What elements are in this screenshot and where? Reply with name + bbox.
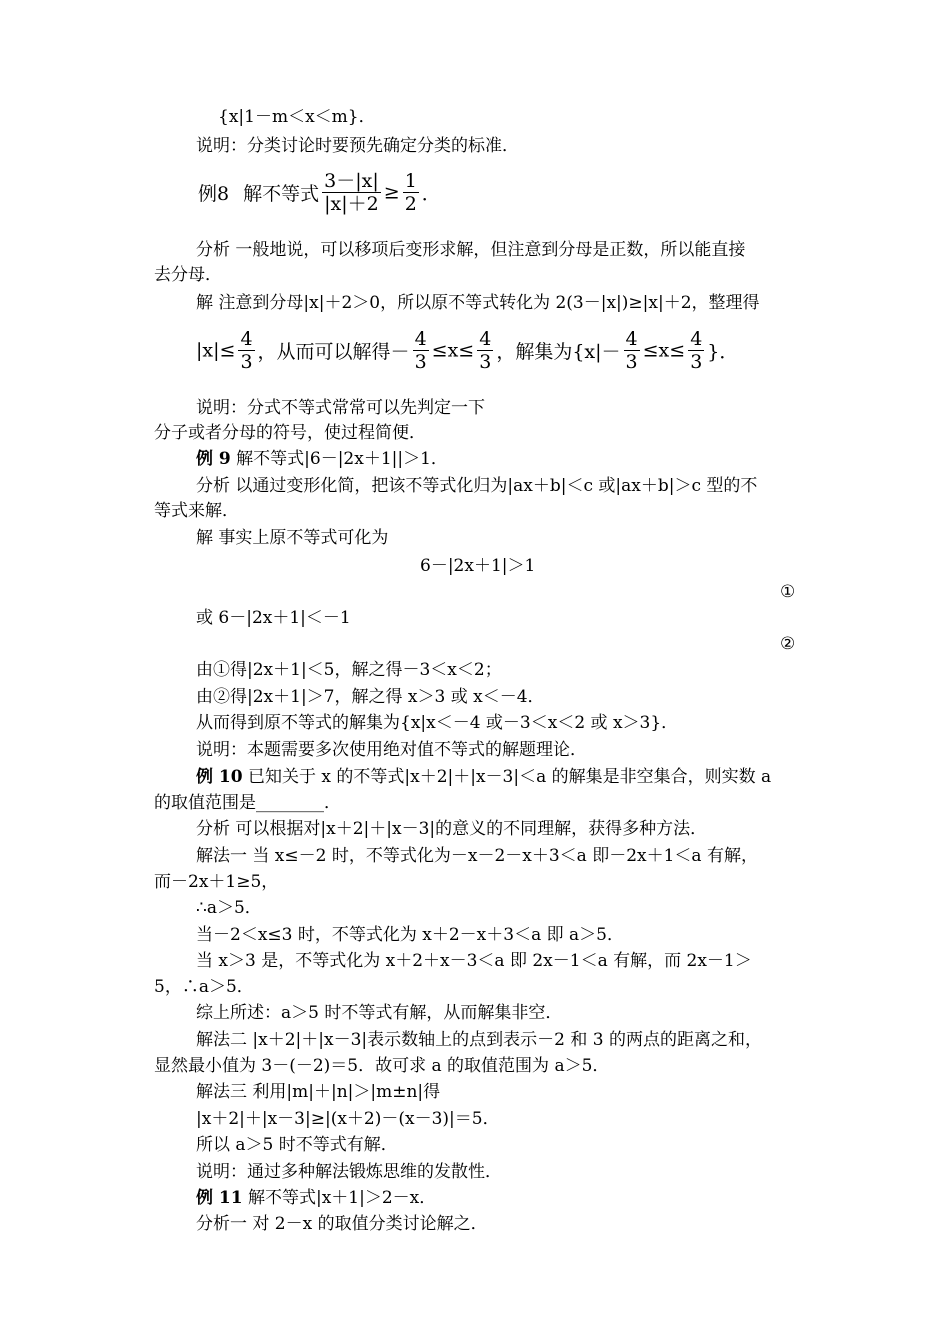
math-symbol: ≥ (383, 181, 400, 204)
text-line: 分子或者分母的符号，使过程简便． (154, 423, 426, 443)
example-label: 例 9 (196, 449, 231, 469)
numerator: 4 (240, 328, 253, 350)
text-line: 而－2x＋1≥5， (154, 872, 279, 892)
text-line: 分析一 对 2－x 的取值分类讨论解之． (196, 1214, 488, 1234)
example-label: 例 10 (196, 767, 243, 787)
example-label: 例 11 (196, 1188, 243, 1208)
text-line: 解不等式|x＋1|＞2－x． (242, 1188, 437, 1208)
text-line: 由①得|2x＋1|＜5，解之得－3＜x＜2； (196, 660, 502, 680)
example-9-statement (196, 448, 448, 470)
fraction (413, 328, 429, 373)
fraction (238, 328, 254, 373)
text-line: 去分母． (154, 265, 222, 285)
math-text: }． (707, 341, 739, 363)
equation-number: ② (780, 634, 796, 654)
numerator: 4 (479, 328, 492, 350)
text-line: 分析 可以根据对|x＋2|＋|x－3|的意义的不同理解，获得多种方法． (196, 819, 708, 839)
numerator: 4 (690, 328, 703, 350)
text-line: 等式来解． (154, 501, 239, 521)
equation-line: 6－|2x＋1|＞1 (420, 556, 536, 576)
math-text: ，解集为{x|－ (496, 341, 621, 363)
fraction (624, 328, 640, 373)
math-text: ≤x≤ (431, 339, 475, 362)
text-line: 当 x＞3 是，不等式化为 x＋2＋x－3＜a 即 2x－1＜a 有解，而 2x－1＞ (196, 951, 752, 971)
text-line: 由②得|2x＋1|＞7，解之得 x＞3 或 x＜－4． (196, 687, 545, 707)
example-10-statement (196, 766, 771, 788)
text-line: 说明：分类讨论时要预先确定分类的标准． (196, 136, 519, 156)
text-line: 显然最小值为 3－(－2)＝5．故可求 a 的取值范围为 a＞5． (154, 1056, 610, 1076)
text-line: 说明：通过多种解法锻炼思维的发散性． (196, 1162, 502, 1182)
text-line: 综上所述：a＞5 时不等式有解，从而解集非空． (196, 1003, 563, 1023)
solution-math-line (196, 328, 738, 373)
denominator: 3 (240, 351, 253, 373)
text-line: 解法三 利用|m|＋|n|＞|m±n|得 (196, 1082, 441, 1102)
text-line: 从而得到原不等式的解集为{x|x＜－4 或－3＜x＜2 或 x＞3}． (196, 713, 679, 733)
numerator: 4 (414, 328, 427, 350)
text-line: 已知关于 x 的不等式|x＋2|＋|x－3|＜a 的解集是非空集合，则实数 a (242, 767, 772, 787)
fraction (688, 328, 704, 373)
example-11-statement (196, 1187, 436, 1209)
text-line: {x|1－m＜x＜m}． (218, 107, 376, 127)
text-line: 所以 a＞5 时不等式有解． (196, 1135, 398, 1155)
equation-number: ① (780, 582, 796, 602)
text-line: 分析 一般地说，可以移项后变形求解，但注意到分母是正数，所以能直接 (196, 240, 746, 260)
text-line: 解不等式 (243, 183, 320, 205)
text-line: 解不等式|6－|2x＋1||＞1． (230, 449, 448, 469)
numerator: 4 (625, 328, 638, 350)
text-line: 解 事实上原不等式可化为 (196, 528, 389, 548)
fraction (403, 170, 419, 215)
text-line: 解法二 |x＋2|＋|x－3|表示数轴上的点到表示－2 和 3 的两点的距离之和， (196, 1030, 762, 1050)
text-line: 说明：本题需要多次使用绝对值不等式的解题理论． (196, 740, 587, 760)
denominator: 3 (690, 351, 703, 373)
fraction (322, 170, 381, 215)
denominator: 3 (479, 351, 492, 373)
text-line: 分析 以通过变形化简，把该不等式化归为|ax＋b|＜c 或|ax＋b|＞c 型的不 (196, 476, 758, 496)
text-line: 5，∴a＞5． (154, 977, 254, 997)
numerator: 1 (404, 170, 417, 192)
math-symbol: ． (421, 183, 441, 205)
denominator: |x|＋2 (324, 193, 379, 215)
math-text: |x|≤ (196, 339, 236, 362)
denominator: 3 (625, 351, 638, 373)
text-line: 解法一 当 x≤－2 时，不等式化为－x－2－x＋3＜a 即－2x＋1＜a 有解， (196, 846, 758, 866)
equation-line: |x＋2|＋|x－3|≥|(x＋2)－(x－3)|＝5． (196, 1109, 500, 1129)
fraction (477, 328, 493, 373)
equation-line: 或 6－|2x＋1|＜－1 (196, 608, 351, 628)
text-line: ∴a＞5． (196, 898, 262, 918)
math-text: ≤x≤ (642, 339, 686, 362)
example-label: 例8 (198, 183, 230, 205)
denominator: 2 (404, 193, 417, 215)
example-8-statement (198, 170, 441, 215)
text-line: 的取值范围是________． (154, 793, 341, 813)
numerator: 3－|x| (324, 170, 379, 192)
math-text: ，从而可以解得－ (257, 341, 410, 363)
text-line: 当－2＜x≤3 时，不等式化为 x＋2－x＋3＜a 即 a＞5． (196, 925, 624, 945)
text-line: 解 注意到分母|x|＋2＞0，所以原不等式转化为 2(3－|x|)≥|x|＋2，整理得 (196, 293, 760, 313)
denominator: 3 (414, 351, 427, 373)
text-line: 说明：分式不等式常常可以先判定一下 (196, 398, 485, 418)
